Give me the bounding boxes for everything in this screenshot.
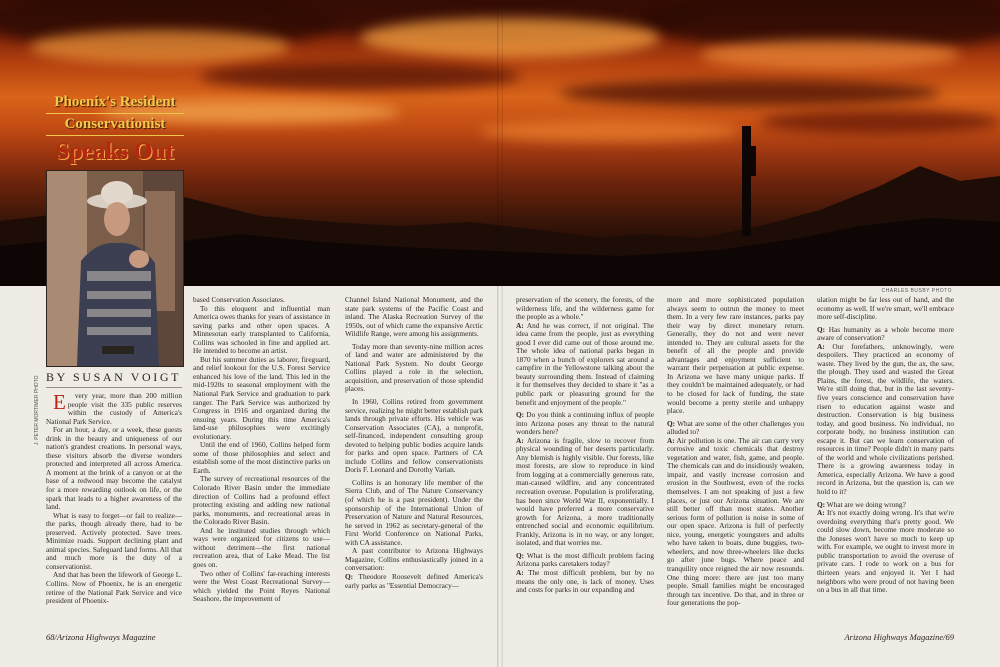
paragraph [817,343,954,497]
paragraph [817,326,954,343]
paragraph-text: What is easy to forget—or fail to realize—the parks, though already there, had to be preserved. Actively protected. Save trees. Minimize roads. Support declining plant and animal species. Safeguard land forms. All that and much more is the duty of a conservationist. [46,510,182,571]
paragraph-text: Has humanity as a whole become more aware of conservation? [817,324,954,343]
paragraph [516,569,654,595]
qa-marker: Q: [817,499,826,509]
paragraph-text: Our forefathers, unknowingly, were despoilers. They practiced an economy of waste. They lived by the gun, the ax, the saw, the plough. They used and wasted the Great Plains, the forest, the wildlife, the waters. We're still doing that, but in the last seventy-five years conscience and conservation have risen to education against waste and destruction. Conservation is big business today, and good business. No individual, no corporate body, no business institution can escape it. But can we learn conservation of resources in time? People didn't in many parts of the world and whole civilizations perished. There is a growing awareness today in America, especially Arizona. We have a good record in Arizona, but the question is, can we hold to it? [817,341,954,497]
drop-cap: E [53,390,66,414]
paragraph-text: Until the end of 1960, Collins helped form some of those philosophies and select and establish some of the most distinctive parks on Earth. [193,440,330,475]
paragraph [46,512,182,572]
paragraph-text: What are some of the other challenges you alluded to? [667,418,804,437]
qa-marker: A: [667,435,675,445]
qa-marker: Q: [516,410,525,420]
paragraph [345,296,483,339]
paragraph [516,552,654,569]
portrait-photo [46,170,184,367]
paragraph [667,420,804,437]
paragraph-text: And he was correct, if not original. The idea came from the people, just as everything good I ever did came out of those around me. The whole idea of national parks began in 1870 when a bunch of explorers sat around a campfire in the Yellowstone talking about the beauty surrounding them. Instead of claiming it for themselves they decided to share it "as a public park or pleasuring ground for the benefit and enjoyment of the people." [516,320,654,407]
page-gutter [497,0,503,667]
folio-right: Arizona Highways Magazine/69 [844,632,954,642]
paragraph [345,573,483,590]
qa-marker: A: [516,435,524,445]
qa-marker: Q: [817,324,826,334]
photo-credit: CHARLES BUSBY PHOTO [881,288,952,294]
paragraph [667,296,804,416]
paragraph-text: Theodore Roosevelt defined America's early parks as "Essential Democracy— [345,571,483,590]
qa-marker: A: [817,341,825,351]
article-column-2 [193,296,330,604]
paragraph [345,479,483,547]
paragraph-text: It's not exactly doing wrong. It's that we're overdoing everything that's pretty good. We could slow down, become more moderate so the Joneses won't have so much to keep up with. For example, we ought to invest more in public transportation to avoid the overuse of private cars. I rode to work on a bus for thirteen years and enjoyed it. Yet I had neighbors who were proud of not having been on a bus in all that time. [817,508,954,595]
paragraph [516,296,654,322]
qa-marker: A: [516,567,524,577]
headline-rule [46,135,184,136]
paragraph-text: And he instituted studies through which ways were organized for citizens to use—without detriment—the first national recreation area, that of Lake Mead. The list goes on. [193,525,330,569]
headline-rule [46,113,184,114]
paragraph-text: And that has been the lifework of George L. Collins. Now of Phoenix, he is an energetic retiree of the National Park Service and vice president of Phoenix- [46,570,182,606]
paragraph-text: But his summer duties as laborer, fireguard, and relief lookout for the U.S. Forest Service enhanced his love of the land. This led in the mid-1920s to seasonal employment with the National Park Service and graduation to park ranger. The Park Service was authorized by Congress in 1916 and organized during the ensuing years. During this time America's land-use philosophies were excitingly evolutionary. [193,354,330,441]
paragraph [193,356,330,441]
paragraph-text: ulation might be far less out of hand, and the economy as well. If we're smart, we'll embrace more self-discipline. [817,295,954,322]
paragraph [46,426,182,511]
article-column-5 [667,296,804,608]
paragraph [193,305,330,356]
paragraph-text: What is the most difficult problem facing Arizona parks caretakers today? [516,550,654,569]
paragraph [345,343,483,394]
headline-line-1: Phoenix's Resident [54,94,176,110]
byline-rule [46,387,182,388]
paragraph [46,392,182,426]
article-column-1 [46,392,182,606]
portrait-credit: J. PETER MORTIMER PHOTO [34,375,40,445]
paragraph [516,437,654,548]
paragraph-text: based Conservation Associates. [193,295,285,304]
paragraph-text: Today more than seventy-nine million acres of land and water are administered by the National Park System. No doubt George Collins played a role in the selection, acquisition, and preservation of those splendid places. [345,341,483,394]
qa-marker: Q: [345,571,354,581]
paragraph-text: Do you think a continuing influx of people into Arizona poses any threat to the natural wonders here? [516,410,654,437]
article-column-4 [516,296,654,595]
byline: BY SUSAN VOIGT [46,370,182,384]
paragraph-text: The survey of recreational resources of the Colorado River Basin under the immediate direction of Collins had a profound effect protecting existing and adding new national parks, monuments, and recreational areas in the Colorado River Basin. [193,474,330,527]
paragraph [817,509,954,594]
headline-line-3: Speaks Out [55,139,175,165]
paragraph-text: more and more sophisticated population always seem to outrun the money to meet them. In a very few rare instances, parks pay their way by direct monetary return. Generally, they do not and were never intended to. They are cultural assets for the benefit of all the people and provide advantages and enjoyment sufficient to warrant their perpetuation at public expense. In Arizona we have many unique parks. If they couldn't be maintained adequately, or had to be closed for lack of funding, the state would become a pretty sterile and unhappy place. [667,295,804,416]
paragraph-text: The most difficult problem, but by no means the only one, is lack of money. Uses and costs for parks in our expanding and [516,567,654,595]
paragraph-text: To this eloquent and influential man America owes thanks for years of assistance in saving parks and other open spaces. A Minnesotan early transplanted to California, Collins was schooled in fine and applied art. He intended to become an artist. [193,303,330,356]
paragraph [667,437,804,608]
paragraph-text: What are we doing wrong? [825,499,906,509]
paragraph-text: For an hour, a day, or a week, these guests drink in the beauty and uniqueness of our nation's grandest creations. In personal ways, these visitors absorb the diverse wonders protected and interpreted all across America. A moment at the brink of a canyon or at the base of a redwood may become the catalyst for a more rewarding outlook on life, or the spark that leads to a higher awareness of the land. [46,425,182,512]
folio-left: 68/Arizona Highways Magazine [46,632,156,642]
article-column-3 [345,296,483,590]
headline [46,94,184,166]
paragraph [193,441,330,475]
article-column-6 [817,296,954,595]
paragraph [817,296,954,322]
paragraph-text: Channel Island National Monument, and the state park systems of the Pacific Coast and inland. The Alaska Recreation Survey of the 1950s, out of which came the expansive Arctic Wildlife Range, were among his assignments. [345,295,483,339]
qa-marker: A: [516,320,524,330]
paragraph [193,475,330,526]
paragraph-text: A past contributor to Arizona Highways Magazine, Collins enthusiastically joined in a conversation: [345,546,483,573]
paragraph-text: Two other of Collins' far-reaching interests were the West Coast Recreational Survey—which yielded the Point Reyes National Seashore, the improvement of [193,568,330,604]
headline-line-2: Conservationist [64,116,166,132]
paragraph [345,398,483,475]
paragraph [516,411,654,437]
qa-marker: A: [817,508,825,518]
qa-marker: Q: [516,550,525,560]
paragraph [193,570,330,604]
paragraph [345,547,483,573]
paragraph [193,527,330,570]
paragraph-text: Air pollution is one. The air can carry very corrosive and toxic chemicals that destroy vegetation and water, fish, game, and people. The chemicals can and do insidiously weaken, impair, and vastly increase corrosion and erosion in the Southwest, even of the rocks themselves. I am not speaking of just a few places, or just our Arizona situation. We are still better off than most states. Another serious form of pollution is noise in some of our open space. Arizona is full of perfectly nice, young, energetic youngsters and adults who have taken to boats, dune buggies, two-wheelers, and now three-wheelers like ducks go after june bugs. Where peace and tranquility once reigned the air now resounds. One thing more: there are just too many people. Small families might be encouraged through tax incentive. Do that, and in three or four generations the pop- [667,435,804,608]
paragraph [46,571,182,605]
paragraph-text: Arizona is fragile, slow to recover from physical wounding of her deserts particularly. Any blemish is highly visible. Our forests, like most forests, are slow to reproduce in kind from logging at a commercially generous rate, man-caused wildfire, and any concentrated recreation overuse. Population is proliferating, has been since World War II, exponentially. I would have preferred a more conservative growth for Arizona, a more traditionally entrenched social and economic equilibrium. Frankly, Arizona is in no way, or any longer, isolated, and that worries me. [516,435,654,548]
paragraph-text: Collins is an honorary life member of the Sierra Club, and of The Nature Conservancy (of which he is a past president). Under the sponsorship of the International Union of Preservation of Nature and Natural Resources, he served in 1962 as secretary-general of the First World Conference on National Parks, with CA assistance. [345,477,483,547]
paragraph-text: preservation of the scenery, the forests, of the wilderness life, and the wilderness game for the people as a whole." [516,295,654,322]
qa-marker: Q: [667,418,676,428]
paragraph [516,322,654,407]
paragraph-text: In 1960, Collins retired from government service, realizing he might better establish park lands through private efforts. His vehicle was Conservation Associates (CA), a nonprofit, self-financed, independent consulting group devoted to helping public bodies acquire lands for parks and open space. Partners of CA include Collins and fellow conservationists Doris F. Leonard and Dorothy Varian. [345,397,483,475]
paragraph-text: very year, more than 200 million people visit the 335 public reserves within the custody of America's National Park Service. [46,391,182,426]
